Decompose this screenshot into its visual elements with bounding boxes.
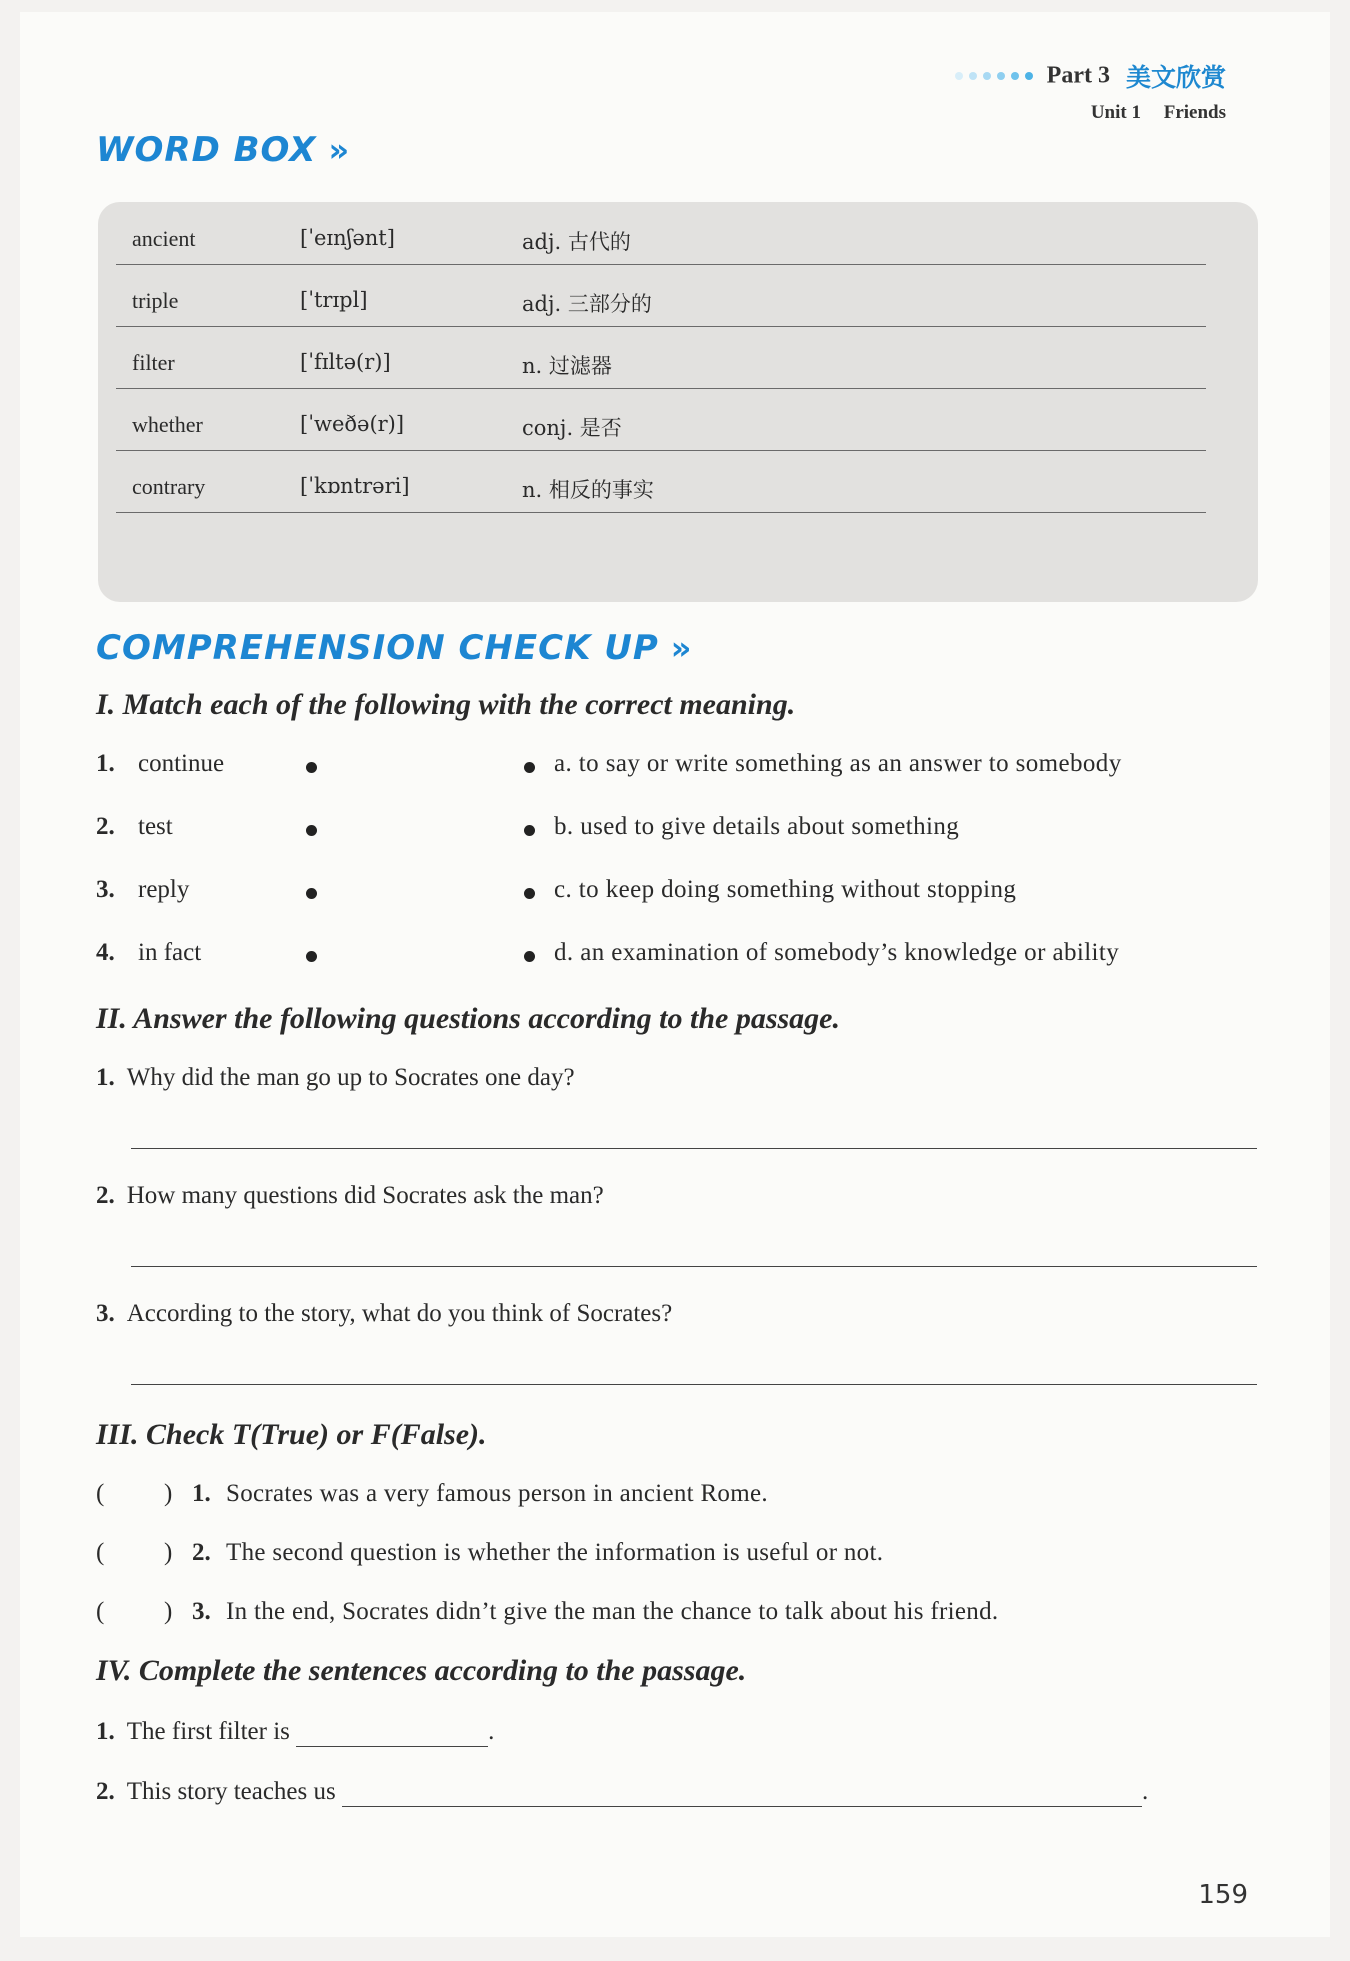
match-item xyxy=(96,750,1256,790)
part-chinese-title: 美文欣赏 xyxy=(1125,63,1226,92)
part2-heading: II. Answer the following questions according to the passage. xyxy=(96,1002,840,1035)
page-number: 159 xyxy=(1198,1880,1248,1910)
match-dot-left[interactable] xyxy=(306,888,317,899)
vocab-phonetic: [ˈkɒntrəri] xyxy=(300,474,410,498)
sentence-text: The first filter is xyxy=(126,1718,290,1745)
part-label: Part 3 xyxy=(1046,62,1110,89)
question xyxy=(96,1064,1256,1092)
unit-title: Friends xyxy=(1163,102,1226,123)
statement-text: Socrates was a very famous person in ancient Rome. xyxy=(226,1480,768,1507)
word-box-row xyxy=(116,264,1206,327)
comprehension-title xyxy=(96,628,692,668)
match-dot-left[interactable] xyxy=(306,825,317,836)
match-dot-left[interactable] xyxy=(306,762,317,773)
word-box-row xyxy=(116,202,1206,265)
fill-blank[interactable] xyxy=(296,1718,488,1747)
item-number: 3. xyxy=(96,876,115,903)
question-number: 2. xyxy=(96,1182,115,1209)
question-number: 3. xyxy=(96,1300,115,1327)
vocab-word: contrary xyxy=(132,474,206,499)
answer-paren-close: ) xyxy=(164,1480,173,1507)
question-text: How many questions did Socrates ask the man? xyxy=(126,1182,604,1209)
match-dot-left[interactable] xyxy=(306,951,317,962)
match-meaning: b. used to give details about something xyxy=(554,813,960,840)
sentence-end: . xyxy=(488,1718,495,1745)
item-number: 4. xyxy=(96,939,115,966)
textbook-page xyxy=(20,12,1330,1937)
header-dots-decoration xyxy=(955,72,1033,80)
match-item xyxy=(96,876,1256,916)
vocab-word: triple xyxy=(132,288,179,313)
match-dot-right[interactable] xyxy=(524,825,535,836)
vocab-phonetic: [ˈfɪltə(r)] xyxy=(300,350,391,374)
match-term: continue xyxy=(138,750,225,777)
question-number: 1. xyxy=(96,1064,115,1091)
match-item xyxy=(96,939,1256,979)
question xyxy=(96,1182,1256,1210)
vocab-word: whether xyxy=(132,412,203,437)
match-dot-right[interactable] xyxy=(524,951,535,962)
comprehension-title-text: COMPREHENSION CHECK UP xyxy=(96,628,659,668)
vocab-word: filter xyxy=(132,350,175,375)
sentence-number: 1. xyxy=(96,1718,115,1745)
match-term: test xyxy=(138,813,173,840)
item-number: 1. xyxy=(96,750,115,777)
answer-line[interactable] xyxy=(131,1384,1257,1385)
unit-line xyxy=(955,102,1226,124)
part4-heading: IV. Complete the sentences according to the passage. xyxy=(96,1654,747,1687)
part1-heading: I. Match each of the following with the correct meaning. xyxy=(96,688,796,721)
word-box-row xyxy=(116,450,1206,513)
answer-paren-open[interactable]: ( xyxy=(96,1539,105,1566)
answer-line[interactable] xyxy=(131,1266,1257,1267)
question-text: Why did the man go up to Socrates one day? xyxy=(126,1064,575,1091)
word-box-title xyxy=(96,130,350,170)
answer-paren-open[interactable]: ( xyxy=(96,1598,105,1625)
sentence-number: 2. xyxy=(96,1778,115,1805)
statement-number: 3. xyxy=(192,1598,211,1625)
vocab-definition: n. 过滤器 xyxy=(522,354,612,378)
word-box-title-text: WORD BOX xyxy=(96,130,317,170)
question-text: According to the story, what do you think of Socrates? xyxy=(126,1300,673,1327)
match-meaning: a. to say or write something as an answer to somebody xyxy=(554,750,1122,777)
fill-in-sentence xyxy=(96,1718,494,1747)
word-box-row xyxy=(116,326,1206,389)
vocab-phonetic: [ˈtrɪpl] xyxy=(300,288,368,312)
word-box-table xyxy=(98,202,1258,602)
match-dot-right[interactable] xyxy=(524,888,535,899)
match-term: in fact xyxy=(138,939,202,966)
match-term: reply xyxy=(138,876,190,903)
match-dot-right[interactable] xyxy=(524,762,535,773)
match-item xyxy=(96,813,1256,853)
fill-in-sentence xyxy=(96,1778,1148,1807)
vocab-phonetic: [ˈeɪnʃənt] xyxy=(300,226,395,250)
vocab-word: ancient xyxy=(132,226,196,251)
double-chevron-icon: » xyxy=(328,131,351,169)
fill-blank[interactable] xyxy=(342,1778,1142,1807)
statement-number: 2. xyxy=(192,1539,211,1566)
page-header xyxy=(955,58,1226,124)
statement-text: The second question is whether the information is useful or not. xyxy=(226,1539,884,1566)
match-meaning: c. to keep doing something without stopping xyxy=(554,876,1017,903)
unit-label: Unit 1 xyxy=(1090,102,1141,123)
statement-text: In the end, Socrates didn’t give the man the chance to talk about his friend. xyxy=(226,1598,999,1625)
answer-paren-open[interactable]: ( xyxy=(96,1480,105,1507)
answer-line[interactable] xyxy=(131,1148,1257,1149)
vocab-phonetic: [ˈweðə(r)] xyxy=(300,412,405,436)
vocab-definition: adj. 古代的 xyxy=(522,230,631,254)
item-number: 2. xyxy=(96,813,115,840)
match-meaning: d. an examination of somebody’s knowledge or ability xyxy=(554,939,1120,966)
vocab-definition: adj. 三部分的 xyxy=(522,292,652,316)
sentence-end: . xyxy=(1141,1778,1149,1805)
part3-heading: III. Check T(True) or F(False). xyxy=(96,1418,487,1451)
vocab-definition: n. 相反的事实 xyxy=(522,478,654,502)
double-chevron-icon: » xyxy=(670,629,693,667)
answer-paren-close: ) xyxy=(164,1539,173,1566)
answer-paren-close: ) xyxy=(164,1598,173,1625)
question xyxy=(96,1300,1256,1328)
vocab-definition: conj. 是否 xyxy=(522,416,622,440)
sentence-text: This story teaches us xyxy=(126,1778,336,1805)
word-box-row xyxy=(116,388,1206,451)
statement-number: 1. xyxy=(192,1480,211,1507)
